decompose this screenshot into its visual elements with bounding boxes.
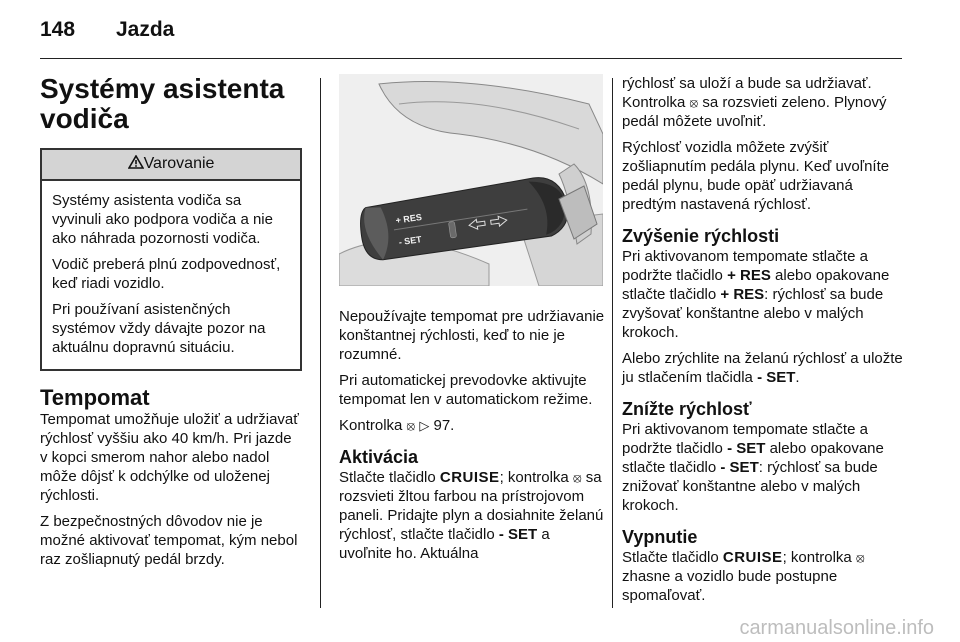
warning-body	[42, 181, 300, 369]
warning-triangle-icon	[128, 155, 144, 169]
aktivacia-text: Stlačte tlačidlo CRUISE; kontrolka ⦻ sa rozsvieti žltou farbou na prístrojovom paneli. Pridajte plyn a dosiahnite želanú rýchlosť, stlačte tlačidlo - SET a uvoľnite ho. Aktuálna	[339, 469, 604, 562]
column-divider	[320, 78, 321, 608]
set-button-label: - SET	[757, 369, 796, 386]
cruise-control-icon: ⦻	[572, 470, 582, 485]
set-button-label: - SET	[498, 526, 538, 543]
res-button-label: + RES	[720, 286, 765, 303]
column-divider	[612, 78, 613, 608]
zvysenie-heading: Zvýšenie rýchlosti	[622, 226, 780, 246]
watermark: carmanualsonline.info	[739, 617, 934, 639]
warning-paragraph: Pri používaní asistenčných systémov vždy dávajte pozor na aktuálnu dopravnú situáciu.	[52, 301, 266, 356]
column-middle	[339, 74, 605, 570]
set-lever-label: - SET	[398, 234, 423, 248]
vypnutie-heading: Vypnutie	[622, 527, 698, 547]
warning-paragraph: Systémy asistenta vodiča sa vyvinuli ako podpora vodiča a nie ako náhrada pozornosti vodiča.	[52, 192, 273, 247]
znizte-heading: Znížte rýchlosť	[622, 399, 752, 419]
res-lever-label: + RES	[395, 211, 423, 226]
set-button-label: - SET	[727, 440, 766, 457]
header-divider	[40, 58, 902, 59]
section-title: Systémy asistenta vodiča	[40, 73, 285, 134]
cruise-button-label: CRUISE	[439, 469, 500, 486]
paragraph: Pri automatickej prevodovke aktivujte tempomat len v automatickom režime.	[339, 372, 593, 408]
tempomat-intro: Tempomat umožňuje uložiť a udržiavať rýchlosť vyššiu ako 40 km/h. Pri jazde v kopci smerom nahor alebo nadol môže dôjsť k odchýlke od uloženej rýchlosti.	[40, 411, 299, 504]
tempomat-safety: Z bezpečnostných dôvodov nie je možné aktivovať tempomat, kým nebol raz zošliapnutý pedál brzdy.	[40, 513, 298, 568]
set-button-label: - SET	[720, 459, 759, 476]
warning-heading: Varovanie	[143, 155, 215, 172]
cruise-button-label: CRUISE	[722, 549, 783, 566]
cruise-control-icon: ⦻	[855, 550, 865, 565]
paragraph: Nepoužívajte tempomat pre udržiavanie konštantnej rýchlosti, keď to nie je rozumné.	[339, 308, 605, 363]
warning-paragraph: Vodič preberá plnú zodpovednosť, keď riadi vozidlo.	[52, 256, 281, 292]
paragraph: Stlačte tlačidlo CRUISE; kontrolka ⦻ zhasne a vozidlo bude postupne spomaľovať.	[622, 549, 865, 604]
warning-box	[40, 148, 302, 371]
column-left	[40, 74, 302, 576]
page-ref-icon: ▷	[419, 418, 430, 433]
page-number: 148	[40, 18, 76, 41]
cruise-control-icon: ⦻	[689, 95, 699, 110]
res-button-label: + RES	[727, 267, 771, 284]
page-section-title: Jazda	[116, 18, 175, 41]
paragraph: Alebo zrýchlite na želanú rýchlosť a uložte ju stlačením tlačidla - SET.	[622, 350, 903, 386]
tempomat-heading: Tempomat	[40, 385, 150, 410]
cruise-lever-illustration	[339, 74, 603, 286]
paragraph: rýchlosť sa uloží a bude sa udržiavať. Kontrolka ⦻ sa rozsvieti zeleno. Plynový pedál môžete uvoľniť.	[622, 75, 887, 130]
indicator-reference: Kontrolka ⦻ ▷ 97.	[339, 417, 455, 434]
paragraph: Pri aktivovanom tempomate stlačte a podržte tlačidlo - SET alebo opakovane stlačte tlačidlo - SET: rýchlosť sa bude znižovať konštantne alebo v malých krokoch.	[622, 421, 884, 514]
cruise-control-icon: ⦻	[406, 418, 416, 433]
paragraph: Pri aktivovanom tempomate stlačte a podržte tlačidlo + RES alebo opakovane stlačte tlačidlo + RES: rýchlosť sa bude zvyšovať konštantne alebo v malých krokoch.	[622, 248, 890, 341]
warning-header	[42, 150, 300, 181]
paragraph: Rýchlosť vozidla môžete zvýšiť zošliapnutím pedála plynu. Keď uvoľníte pedál plynu, bude opäť udržiavaná predtým nastavená rýchlosť.	[622, 139, 890, 213]
page-header	[40, 18, 920, 58]
aktivacia-heading: Aktivácia	[339, 447, 419, 467]
column-right	[622, 74, 904, 612]
